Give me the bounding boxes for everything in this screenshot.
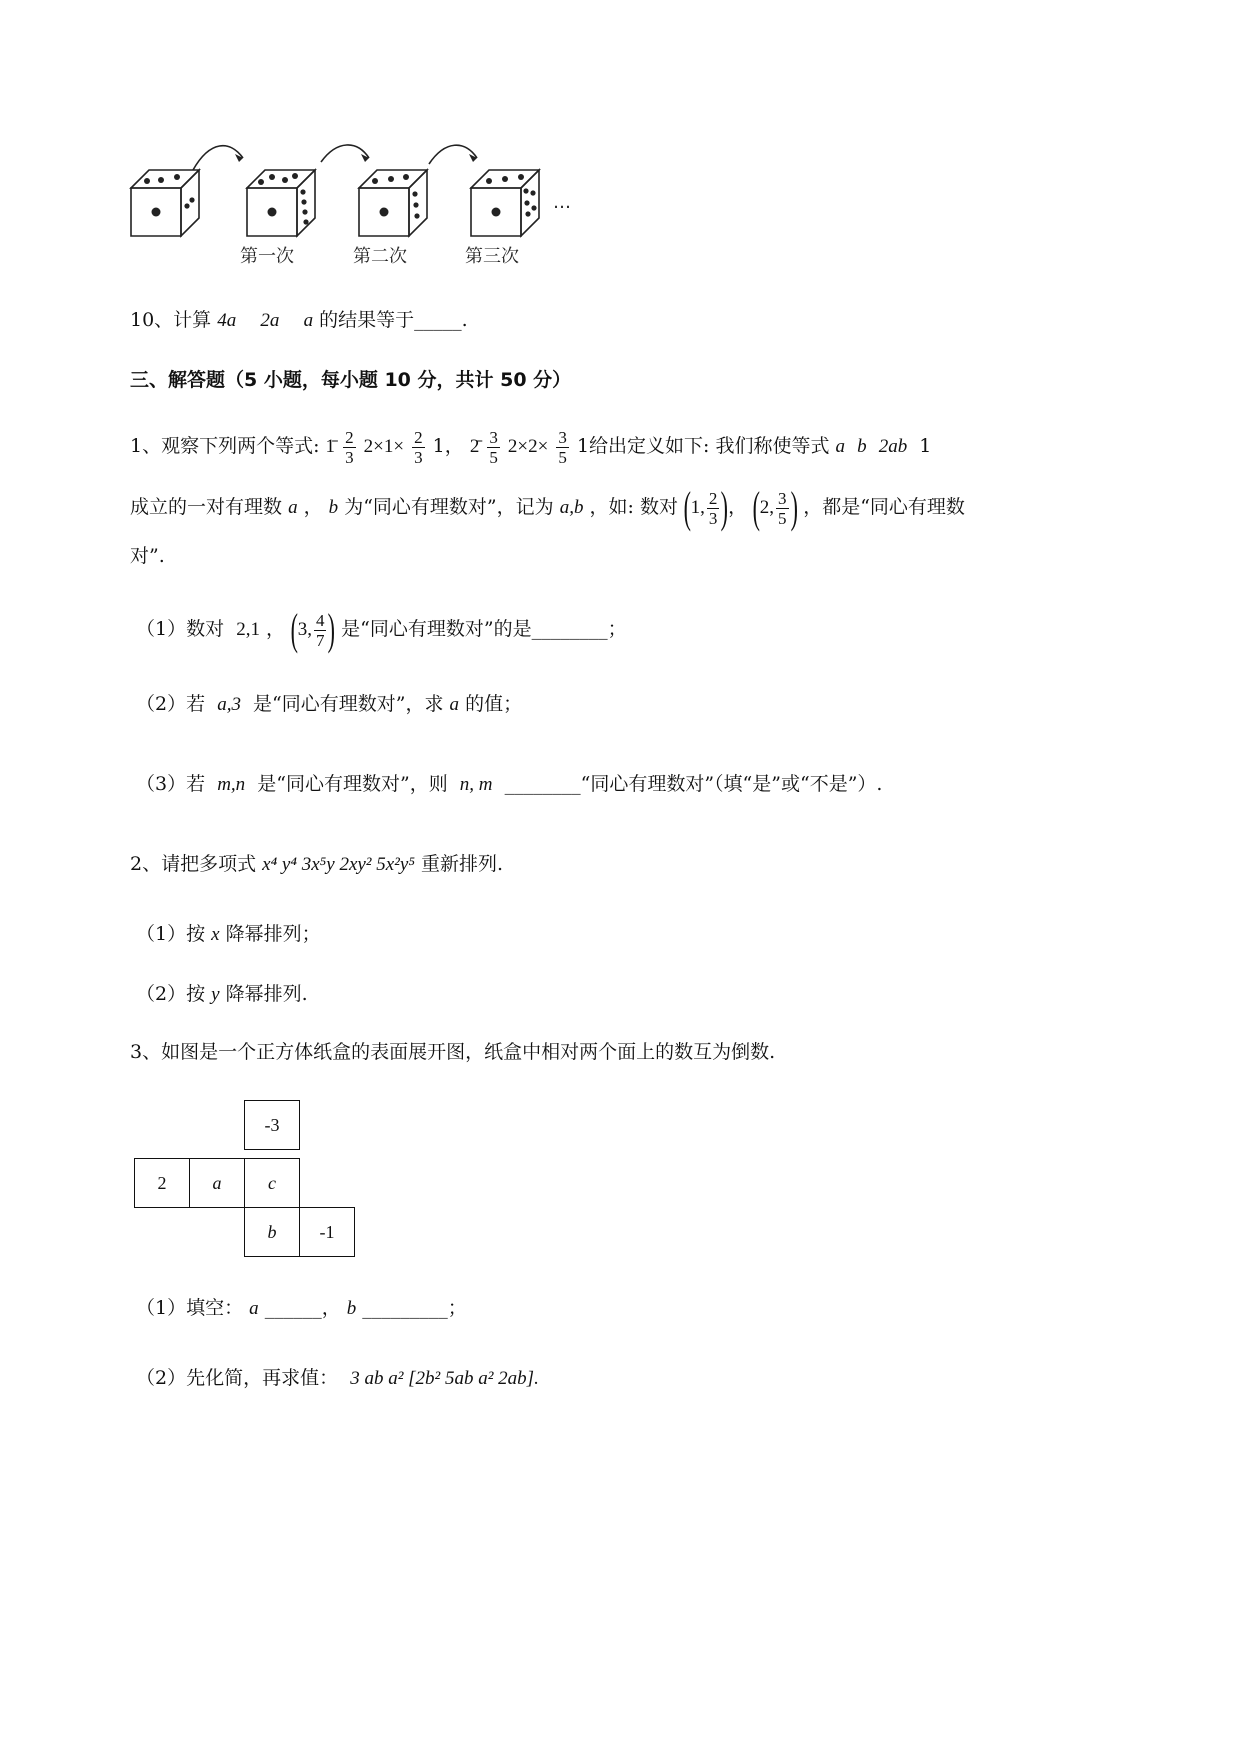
p1-sub1-fraction	[314, 611, 327, 650]
p1-var-a: a	[288, 497, 298, 518]
fraction-denominator: 5	[778, 508, 787, 528]
p1-sub2-c: 的值；	[465, 693, 523, 715]
p2-polynomial: x⁴ y⁴ 3x⁵y 2xy² 5x²y⁵	[262, 854, 415, 875]
p1-sub3-c: ________“同心有理数对”（填“是”或“不是”）.	[504, 773, 883, 795]
p2-sub1-b: 降幂排列；	[225, 923, 321, 945]
dice-figure-svg	[125, 140, 595, 250]
p1-def-b: b	[857, 436, 867, 457]
problem-1-line-2: 成立的一对有理数 a ， b 为“同心有理数对”，记为 a,b ，如: 数对 (1, $\frac{2}{3}$ )， (2, $\frac{3}{5}$ ) ，都是“同心有理数	[130, 483, 965, 532]
net-cell-bottom-right: -1	[299, 1207, 355, 1257]
fraction-denominator: 3	[708, 508, 718, 528]
p1-eq1-sym: 1̄	[325, 436, 336, 457]
p1-sub3-pair: m,n	[217, 774, 246, 795]
paren-right: )	[328, 605, 336, 654]
p1-line2-a: 成立的一对有理数	[130, 496, 283, 518]
p2-tail: 重新排列.	[420, 853, 504, 875]
problem-1-line-3: 对”.	[130, 545, 165, 567]
p1-eq2-mid: 2×2×	[507, 436, 549, 457]
p1-line2-pair: a,b	[559, 497, 584, 518]
roll-arrow-icon	[193, 146, 243, 170]
paren-right: )	[721, 483, 729, 532]
p3-sub1-a: （1）填空：	[136, 1297, 244, 1319]
problem-1-line-1	[130, 424, 931, 468]
problem-3-lead: 3、如图是一个正方体纸盒的表面展开图，纸盒中相对两个面上的数互为倒数.	[130, 1041, 776, 1063]
p1-sub1-c: 是“同心有理数对”的是________；	[341, 618, 627, 640]
p2-sub2-var: y	[211, 984, 220, 1005]
q10-expr-b: 2a	[260, 310, 280, 331]
q10-suffix: 的结果等于_____.	[319, 309, 468, 331]
net-cell-b: b	[244, 1207, 300, 1257]
fraction-denominator: 7	[315, 630, 325, 650]
p2-lead: 2、请把多项式	[130, 853, 257, 875]
paren-left: (	[290, 605, 299, 654]
problem-1-sub-1	[136, 604, 627, 654]
p1-eq1-tail: 1，	[432, 435, 464, 457]
p1-line2-c: 为“同心有理数对”，记为	[344, 496, 554, 518]
p1-eq2-tail: 1给出定义如下: 我们称使等式	[576, 435, 830, 457]
p1-sub2-b: 是“同心有理数对”，求	[253, 693, 444, 715]
problem-2-lead	[130, 852, 503, 877]
fraction-denominator: 3	[414, 447, 423, 467]
problem-1-sub-2	[136, 692, 522, 717]
p3-sub1-blank-2: _________；	[362, 1297, 467, 1319]
die-start	[131, 170, 199, 236]
p1-sub3-b: 是“同心有理数对”，则	[257, 773, 448, 795]
p1-sub3-pair2: n, m	[459, 774, 493, 795]
fraction-denominator: 5	[558, 447, 567, 467]
net-cell-a: a	[189, 1158, 245, 1208]
problem-3-sub-2	[136, 1366, 539, 1391]
p1-sub1-b: ，	[265, 618, 285, 640]
paren-right: )	[790, 483, 798, 532]
fraction-numerator: 2	[708, 488, 718, 508]
p3-sub2-a: （2）先化简，再求值：	[136, 1367, 339, 1389]
p1-sub1-pair2-left: 3,	[297, 619, 312, 640]
p1-eq2-sym: 2̄	[469, 436, 480, 457]
problem-1-sub-3	[136, 772, 882, 797]
p1-pair2-fraction	[776, 489, 789, 528]
p1-eq1-fraction	[343, 428, 356, 467]
p2-sub2-b: 降幂排列.	[225, 983, 308, 1005]
fraction-denominator: 5	[489, 447, 498, 467]
fraction-numerator: 4	[315, 610, 325, 630]
cube-net	[134, 1100, 364, 1260]
roll-arrow-icon	[321, 145, 369, 162]
p1-sub2-pair: a,3	[217, 694, 241, 715]
p2-sub1-var: x	[211, 924, 220, 945]
p1-def-a: a	[835, 436, 846, 457]
problem-2-sub-2	[136, 982, 308, 1007]
p1-eq2-fraction-2	[556, 428, 569, 467]
fraction-numerator: 2	[345, 427, 354, 447]
p1-sub1-pair: 2,1	[236, 619, 260, 640]
p1-def-tail: 1	[919, 435, 932, 457]
p1-pair2-left: 2,	[759, 497, 775, 518]
p1-lead: 1、观察下列两个等式:	[130, 435, 320, 457]
paren-left: (	[683, 483, 691, 532]
p1-var-b: b	[328, 497, 339, 518]
question-10	[130, 308, 468, 333]
p1-pair1-left: 1,	[690, 497, 705, 518]
p1-line2-d: ，如: 数对	[589, 496, 678, 518]
problem-2-sub-1	[136, 922, 321, 947]
paren-left: (	[752, 483, 761, 532]
dice-label-third: 第三次	[465, 246, 519, 267]
p1-def-rhs: 2ab	[878, 436, 908, 457]
fraction-numerator: 3	[489, 427, 498, 447]
p1-line2-b: ，	[303, 496, 323, 518]
fraction-numerator: 3	[778, 488, 787, 508]
p3-sub1-var-b: b	[346, 1298, 357, 1319]
net-cell-top: -3	[244, 1100, 300, 1150]
problem-3-sub-1	[136, 1296, 467, 1321]
dice-figure	[125, 140, 595, 270]
p3-sub1-blank-1: ______，	[264, 1297, 341, 1319]
q10-expr-a: 4a	[217, 310, 237, 331]
p1-line2-e: ，都是“同心有理数	[803, 496, 965, 518]
fraction-numerator: 2	[414, 427, 423, 447]
section-3-heading: 三、解答题（5 小题，每小题 10 分，共计 50 分）	[130, 369, 572, 391]
net-cell-c: c	[244, 1158, 300, 1208]
p1-sub1-a: （1）数对	[136, 618, 225, 640]
fraction-denominator: 3	[345, 447, 354, 467]
q10-prefix: 10、计算	[130, 309, 212, 331]
p1-eq2-fraction	[487, 428, 500, 467]
dice-label-first: 第一次	[240, 246, 294, 267]
q10-expr-c: a	[303, 310, 314, 331]
dice-ellipsis: …	[553, 192, 571, 213]
net-cell-left: 2	[134, 1158, 190, 1208]
p3-sub1-var-a: a	[249, 1298, 259, 1319]
p2-sub2-a: （2）按	[136, 983, 206, 1005]
fraction-numerator: 3	[558, 427, 567, 447]
p2-sub1-a: （1）按	[136, 923, 206, 945]
p1-sub2-a: （2）若	[136, 693, 206, 715]
p1-sub2-var: a	[449, 694, 460, 715]
p1-eq1-mid: 2×1×	[363, 436, 405, 457]
dice-label-second: 第二次	[353, 246, 407, 267]
p1-eq1-fraction-2	[412, 428, 425, 467]
p3-sub2-expr: 3 ab a² [2b² 5ab a² 2ab].	[350, 1368, 539, 1389]
p1-sub3-a: （3）若	[136, 773, 206, 795]
p1-pair1-fraction	[707, 489, 720, 528]
